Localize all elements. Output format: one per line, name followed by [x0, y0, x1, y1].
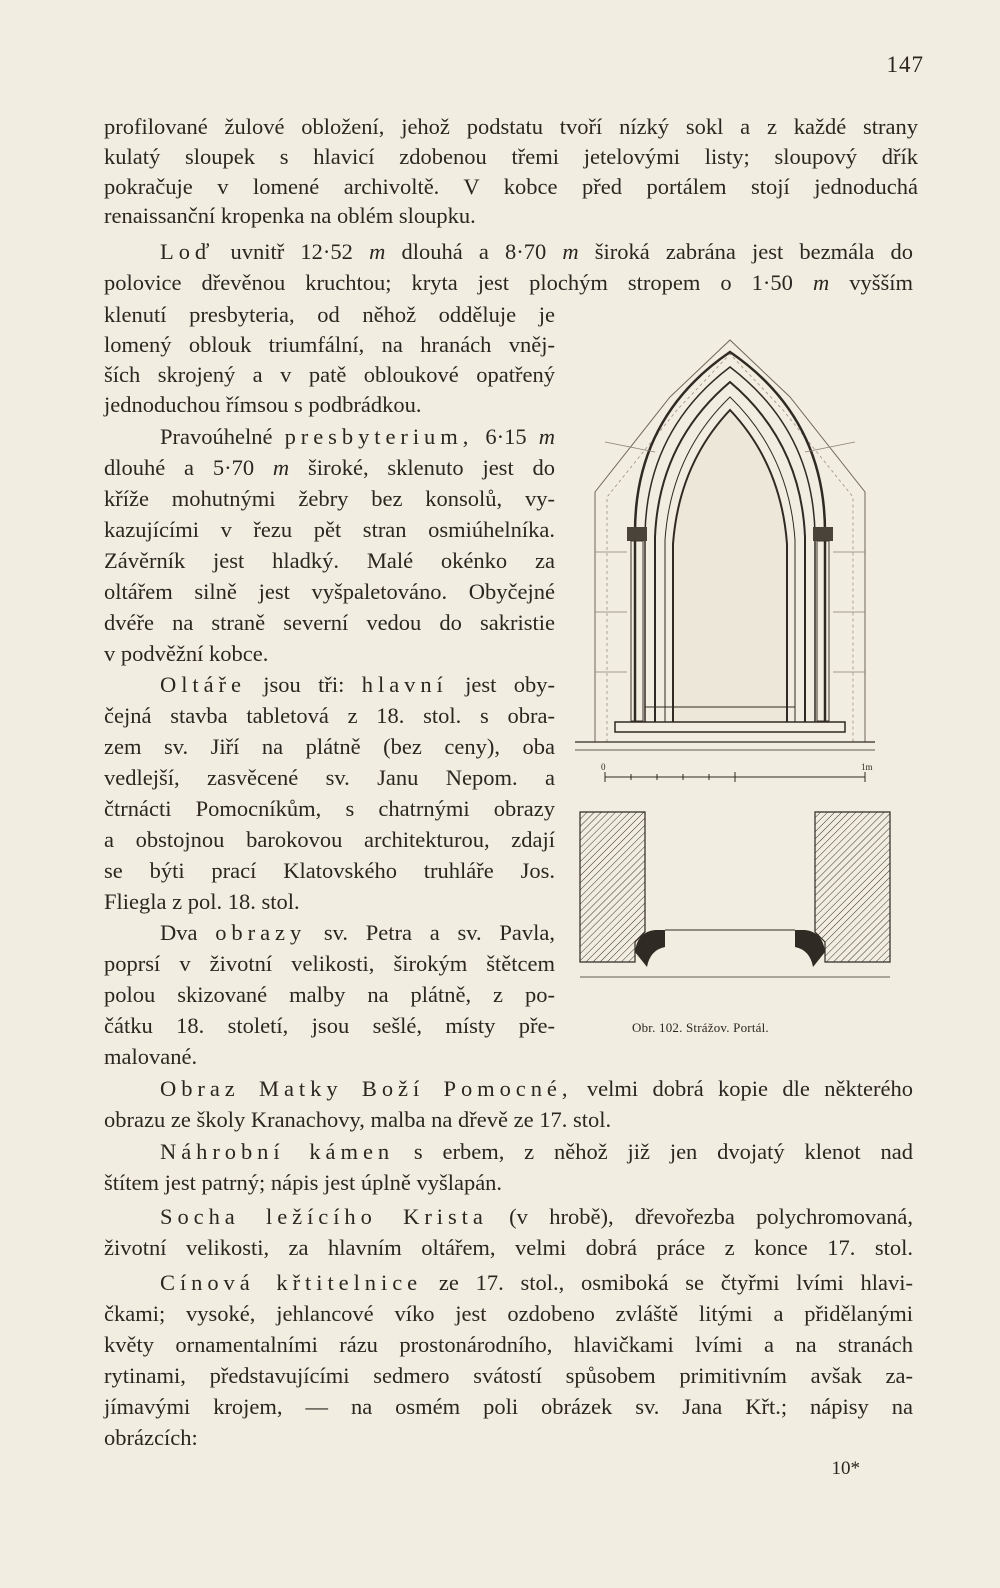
emphasized-term: Cínová křtitelnice [160, 1270, 423, 1295]
text-line [104, 484, 555, 514]
text-line [104, 1105, 730, 1135]
unit-symbol: m [538, 424, 555, 449]
signature-mark: 10* [831, 1458, 860, 1479]
text-run: široká zabrána jest bezmála do [578, 239, 913, 264]
text-line [104, 1011, 555, 1041]
text-line [104, 172, 918, 202]
text-line [104, 701, 555, 731]
text-line [104, 949, 555, 979]
text-run: lomený oblouk triumfální, na hranách vněj- [104, 332, 555, 357]
text-run: uvnitř 12·52 [214, 239, 370, 264]
text-line [104, 1392, 913, 1422]
text-line [104, 980, 555, 1010]
text-run: renaissanční kropenka na oblém sloupku. [104, 203, 476, 228]
scale-label-start: 0 [601, 762, 606, 772]
text-run: čtrnácti Pomocníkům, s chatrnými obrazy [104, 796, 555, 821]
text-run: květy ornamentalními rázu prostonárodního, hlavičkami lvími a na stranách [104, 1332, 913, 1357]
text-run: rytinami, představujícími sedmero svátostí spůsobem primitivním avšak za- [104, 1363, 913, 1388]
text-run: sv. Petra a sv. Pavla, [306, 920, 555, 945]
text-line [104, 856, 555, 886]
text-run: se býti prací Klatovského truhláře Jos. [104, 858, 555, 883]
text-line [104, 330, 555, 360]
text-line [104, 1168, 610, 1198]
text-line [104, 515, 555, 545]
text-run: Dva [160, 920, 216, 945]
unit-symbol: m [369, 239, 386, 264]
text-run: Pravoúhelné [160, 424, 285, 449]
text-run: jednoduchou římsou s podbrádkou. [104, 392, 422, 417]
text-run: klenutí presbyteria, od něhož odděluje je [104, 302, 555, 327]
text-run: vyšším [829, 270, 914, 295]
text-run: zem sv. Jiří na plátně (bez ceny), oba [104, 734, 555, 759]
text-run: polou skizované malby na plátně, z po- [104, 982, 555, 1007]
text-line [104, 300, 555, 330]
emphasized-term: presbyterium, [284, 424, 474, 449]
emphasized-term: Oltáře [160, 672, 246, 697]
text-run: kříže mohutnými žebry bez konsolů, vy- [104, 486, 555, 511]
scale-label-end: 1m [861, 762, 873, 772]
text-run: čátku 18. století, jsou sešlé, místy pře- [104, 1013, 555, 1038]
text-run: kulatý sloupek s hlavicí zdobenou třemi jetelovými listy; sloupový dřík [104, 144, 918, 169]
text-run: kazujícími v řezu pět stran osmiúhelníka. [104, 517, 555, 542]
text-line [160, 918, 555, 948]
text-line [104, 112, 918, 142]
text-run: poprsí v životní velikosti, širokým štětcem [104, 951, 555, 976]
text-line [104, 390, 422, 420]
text-line [104, 1361, 913, 1391]
text-run: malované. [104, 1044, 198, 1069]
text-run: (v hrobě), dřevořezba polychromovaná, [487, 1204, 913, 1229]
text-line [104, 1233, 913, 1263]
text-line [160, 422, 555, 452]
text-run: dlouhé a 5·70 [104, 455, 273, 480]
text-line [104, 887, 355, 917]
text-run: dlouhá a 8·70 [385, 239, 563, 264]
text-line [104, 577, 555, 607]
unit-symbol: m [812, 270, 830, 295]
text-run: 6·15 [473, 424, 539, 449]
text-line [160, 670, 555, 700]
text-run: čejná stavba tabletová z 18. stol. s obra- [104, 703, 555, 728]
text-run: jsou tři: [245, 672, 362, 697]
text-run: dvéře na straně severní vedou do sakristie [104, 610, 555, 635]
text-line [160, 1202, 913, 1232]
portal-illustration [575, 322, 905, 1012]
text-line [104, 201, 476, 231]
text-line [104, 639, 330, 669]
text-line [104, 608, 555, 638]
emphasized-term: hlavní [361, 672, 448, 697]
text-run: ze 17. stol., osmiboká se čtyřmi lvími hlavi- [422, 1270, 913, 1295]
text-run: obrazu ze školy Kranachovy, malba na dřevě ze 17. stol. [104, 1107, 612, 1132]
text-run: čkami; vysoké, jehlancové víko jest ozdobeno zvláště litými a přidělanými [104, 1301, 913, 1326]
text-run: velmi dobrá kopie dle některého [572, 1076, 913, 1101]
emphasized-term: obrazy [215, 920, 307, 945]
unit-symbol: m [562, 239, 579, 264]
text-run: a obstojnou barokovou architekturou, zdají [104, 827, 555, 852]
text-line [104, 732, 555, 762]
text-run: jímavými krojem, — na osmém poli obrázek sv. Jana Křt.; nápisy na [104, 1394, 913, 1419]
text-run: ších skrojený a v patě obloukové opatřený [104, 362, 555, 387]
emphasized-term: Náhrobní kámen [160, 1139, 395, 1164]
unit-symbol: m [272, 455, 290, 480]
text-run: Fliegla z pol. 18. stol. [104, 889, 300, 914]
text-line [104, 794, 555, 824]
text-line [104, 1330, 913, 1360]
figure-caption: Obr. 102. Strážov. Portál. [632, 1020, 769, 1035]
text-run: jest oby- [447, 672, 555, 697]
text-line [160, 237, 913, 267]
text-run: pokračuje v lomené archivoltě. V kobce před portálem stojí jednoduchá [104, 174, 918, 199]
text-line [104, 825, 555, 855]
text-line [160, 1268, 913, 1298]
text-line [160, 1137, 913, 1167]
text-run: s erbem, z něhož již jen dvojatý klenot nad [394, 1139, 913, 1164]
text-line [104, 546, 555, 576]
text-run: Závěrník jest hladký. Malé okénko za [104, 548, 555, 573]
text-run: životní velikosti, za hlavním oltářem, velmi dobrá práce z konce 17. stol. [104, 1235, 913, 1260]
text-run: štítem jest patrný; nápis jest úplně vyšlapán. [104, 1170, 503, 1195]
text-line [104, 1423, 210, 1453]
text-run: oltářem silně jest vyšpaletováno. Obyčejné [104, 579, 555, 604]
emphasized-term: Loď [160, 239, 215, 264]
text-run: polovice dřevěnou kruchtou; kryta jest plochým stropem o 1·50 [104, 270, 813, 295]
text-run: široké, sklenuto jest do [289, 455, 555, 480]
emphasized-term: Obraz Matky Boží Pomocné, [160, 1076, 573, 1101]
portal-drawing [575, 322, 905, 1012]
text-line [160, 1074, 913, 1104]
text-line [104, 763, 555, 793]
text-line [104, 268, 913, 298]
text-run: v podvěžní kobce. [104, 641, 269, 666]
text-line [104, 1042, 205, 1072]
text-run: vedlejší, zasvěcené sv. Janu Nepom. a [104, 765, 555, 790]
page-number: 147 [886, 52, 924, 77]
text-line [104, 142, 918, 172]
text-line [104, 453, 555, 483]
emphasized-term: Socha ležícího Krista [160, 1204, 488, 1229]
text-run: obrázcích: [104, 1425, 198, 1450]
text-line [104, 360, 555, 390]
text-line [104, 1299, 913, 1329]
text-run: profilované žulové obložení, jehož podstatu tvoří nízký sokl a z každé strany [104, 114, 918, 139]
